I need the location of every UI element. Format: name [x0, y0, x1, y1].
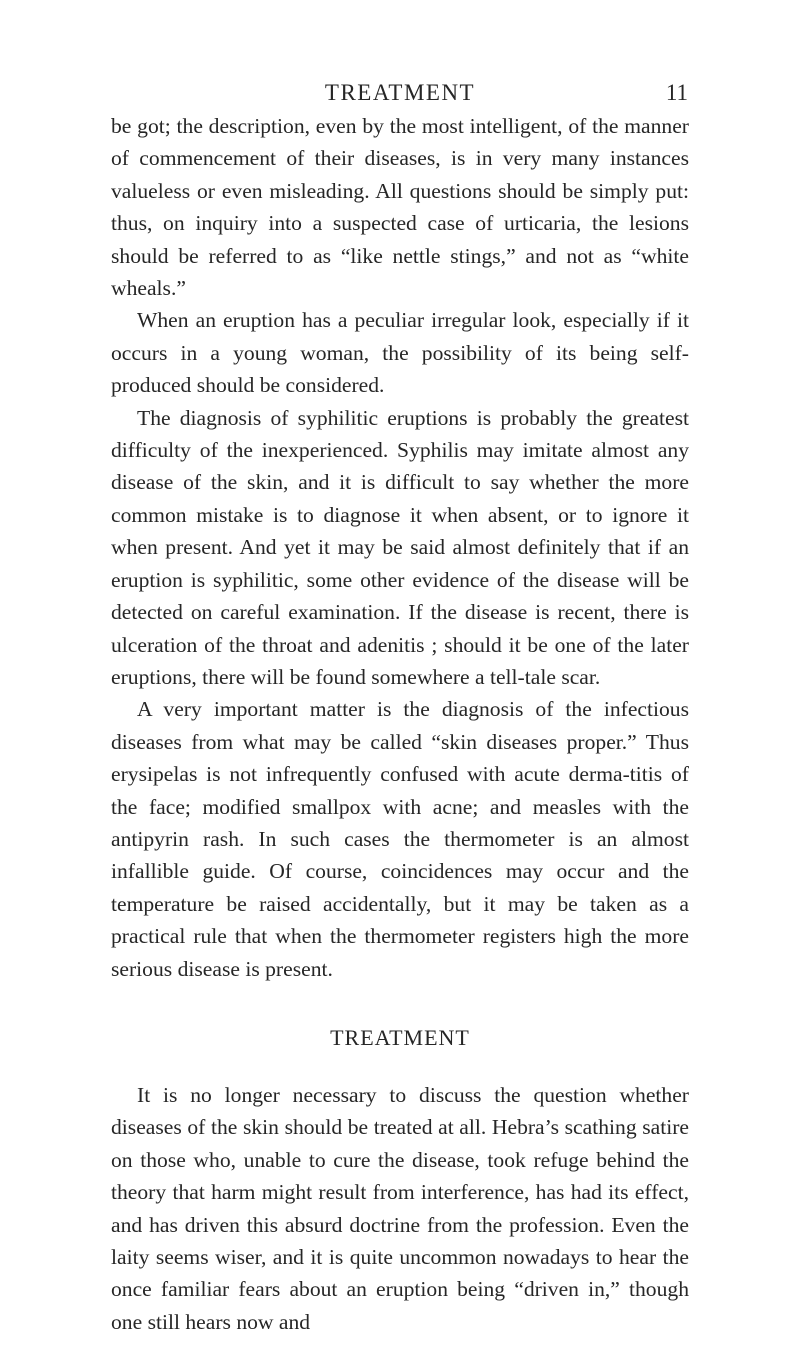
- page-number: 11: [665, 80, 688, 105]
- running-title: TREATMENT: [324, 80, 476, 105]
- paragraph-self-produced-eruption: When an eruption has a peculiar irregular look, especially if it occurs in a young woman, the possibility of its being self-produced should be considered.: [111, 308, 689, 398]
- paragraph-continuation: be got; the description, even by the most intelligent, of the manner of commencement of their diseases, is in very many instances valueless or even misleading. All questions should be simply put: thus, on inquiry into a suspected case of urticaria, the lesions should be referred to as “like nettle stings,” and not as “white wheals.”: [111, 114, 689, 301]
- body-text: [111, 110, 689, 1338]
- paragraph-infectious-diseases: A very important matter is the diagnosis of the infectious diseases from what may be called “skin diseases proper.” Thus erysipelas is not infrequently confused with acute derma-titis of the face; modified smallpox with acne; and measles with the antipyrin rash. In such cases the thermometer is an almost infallible guide. Of course, coincidences may occur and the temperature be raised accidentally, but it may be taken as a practical rule that when the thermometer registers high the more serious disease is present.: [111, 697, 689, 981]
- paragraph-syphilitic-eruptions: The diagnosis of syphilitic eruptions is probably the greatest difficulty of the inexperienced. Syphilis may imitate almost any disease of the skin, and it is difficult to say whether the more common mistake is to diagnose it when absent, or to ignore it when present. And yet it may be said almost definitely that if an eruption is syphilitic, some other evidence of the disease will be detected on careful examination. If the disease is recent, there is ulceration of the throat and adenitis ; should it be one of the later eruptions, there will be found somewhere a tell-tale scar.: [111, 405, 689, 689]
- running-head: [112, 76, 688, 110]
- paragraph-treatment: It is no longer necessary to discuss the question whether diseases of the skin should be treated at all. Hebra’s scathing satire on those who, unable to cure the disease, took refuge behind the theory that harm might result from interference, has had its effect, and has driven this absurd doctrine from the profession. Even the laity seems wiser, and it is quite uncommon nowadays to hear the once familiar fears about an eruption being “driven in,” though one still hears now and: [111, 1082, 689, 1334]
- section-heading-treatment: TREATMENT: [330, 1024, 470, 1050]
